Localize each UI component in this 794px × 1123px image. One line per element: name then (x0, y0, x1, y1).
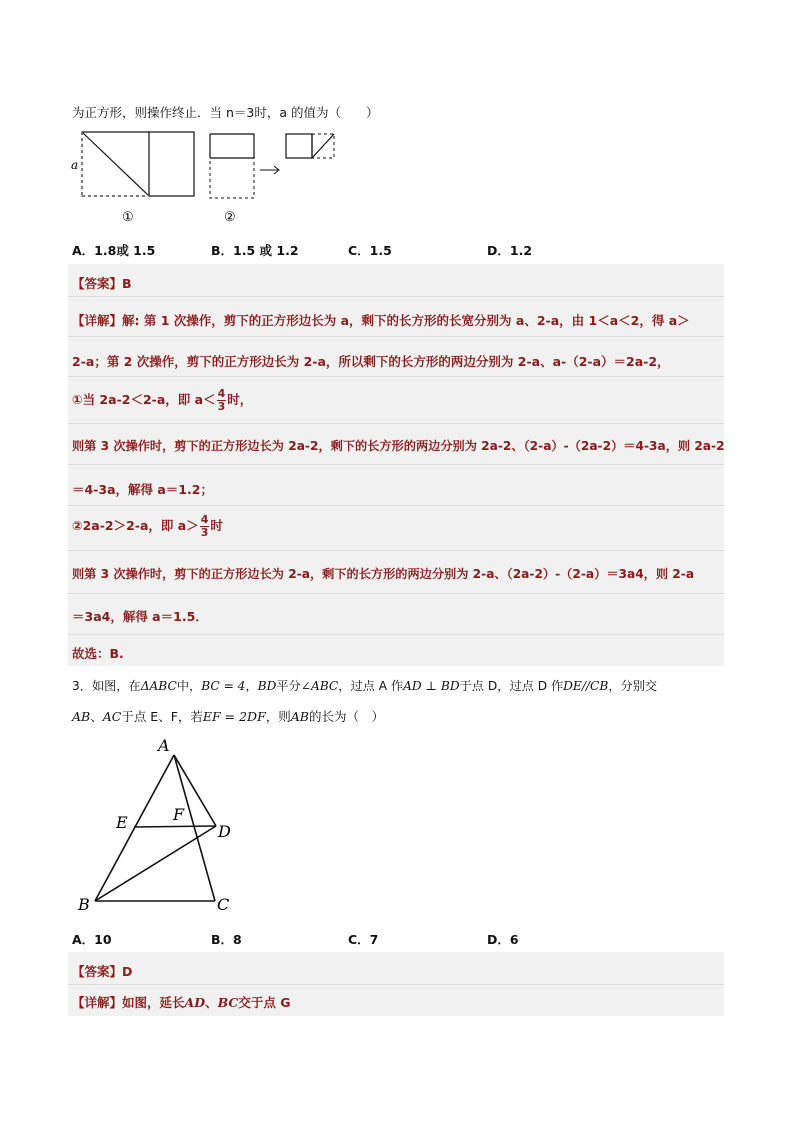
fig1-diagonal (82, 132, 149, 196)
q2-line3-pre: ①当 2a-2＜2-a，即 a＜ (72, 392, 216, 407)
q2-detail-line-5: ＝4-3a，解得 a＝1.2； (72, 482, 213, 497)
q3-option-c[interactable]: C．7 (348, 932, 379, 947)
q2-detail-line-6 (72, 514, 223, 539)
q3-t4: 平分 (276, 679, 301, 693)
q2-detail-text-1: 解: 第 1 次操作，剪下的正方形边长为 a，剩下的长方形的长宽分别为 a、2-a，由 1＜a＜2，得 a＞ (122, 313, 690, 328)
q2-answer-value: B (122, 276, 132, 291)
q3-answer-tag: 【答案】 (72, 964, 123, 979)
q2-fraction-1-den: 3 (217, 400, 226, 413)
q3-t10: ，则 (265, 709, 291, 724)
q2-answer (72, 274, 132, 292)
q3-m4: ∠ABC (300, 679, 339, 693)
q3-label-e: E (116, 813, 128, 832)
fig2-diagonal (312, 134, 334, 158)
q3-m5: AD ⊥ BD (403, 679, 460, 693)
q2-line3-post: 时， (227, 392, 253, 407)
q2-figure-2 (202, 128, 342, 228)
q3-m8: AC (102, 709, 122, 724)
q2-conclusion: 故选：B. (72, 646, 124, 661)
q3-t7: ，分别交 (608, 679, 658, 693)
q2-figure-1 (66, 128, 202, 228)
q3-m9: EF = 2DF (202, 709, 266, 724)
fig2-dashed-rect (210, 134, 254, 198)
q2-answer-tag: 【答案】 (72, 276, 123, 291)
q2-detail-line-1 (72, 311, 690, 329)
q3-label-f: F (173, 805, 185, 824)
q2-detail-line-7: 则第 3 次操作时，剪下的正方形边长为 2-a，剩下的长方形的两边分别为 2-a、（2a-2）-（2-a）＝3a4，则 2-a (72, 567, 695, 581)
q3-m6: DE//CB (563, 679, 609, 693)
q2-fraction-1 (217, 388, 227, 413)
q2-fraction-2-den: 3 (200, 526, 209, 539)
q3-m7: AB (72, 709, 91, 724)
q3-option-b[interactable]: B．8 (211, 932, 242, 947)
q3-answer (72, 962, 132, 980)
q3-figure (70, 734, 250, 918)
q3-option-a[interactable]: A．10 (72, 932, 112, 947)
q2-option-a[interactable]: A．1.8或 1.5 (72, 243, 156, 258)
q2-line6-pre: ②2a-2＞2-a，即 a＞ (72, 518, 199, 533)
q2-fraction-2-num: 4 (200, 513, 209, 526)
q2-option-d[interactable]: D．1.2 (487, 243, 533, 258)
q2-line6-post: 时 (210, 518, 223, 533)
q3-t11: 的长为（ ） (309, 709, 385, 724)
q3-t5: ，过点 A 作 (338, 679, 404, 693)
q2-option-b[interactable]: B．1.5 或 1.2 (211, 243, 299, 258)
q3-option-d[interactable]: D．6 (487, 932, 519, 947)
q2-detail-tag: 【详解】 (72, 313, 123, 328)
q3-answer-value: D (122, 964, 133, 979)
q3-m10: AB (290, 709, 309, 724)
q3-t8: 、 (90, 709, 103, 724)
q3-detail-m1: AD (184, 995, 206, 1010)
fig2-square (286, 134, 312, 158)
q3-t9: 于点 E、F，若 (121, 709, 203, 724)
q2-option-c[interactable]: C．1.5 (348, 243, 392, 258)
fig1-rectangle (82, 132, 194, 196)
q2-fraction-1-num: 4 (217, 387, 226, 400)
q2-detail-line-2: 2-a；第 2 次操作，剪下的正方形边长为 2-a，所以剩下的长方形的两边分别为 2-a、a-（2-a）＝2a-2， (72, 354, 670, 369)
q3-segment-ed (134, 826, 216, 827)
q2-intro: 为正方形，则操作终止．当 n＝3时，a 的值为（ ） (72, 105, 379, 120)
fig2-label: ② (224, 210, 236, 225)
q3-detail-tag: 【详解】 (72, 995, 123, 1010)
q3-detail (72, 993, 290, 1011)
q3-m3: BD (257, 679, 277, 693)
q3-t1: 3．如图，在 (72, 679, 141, 693)
fig1-a-label: a (71, 158, 79, 172)
q3-detail-t1: 如图，延长 (122, 995, 185, 1010)
fig1-label: ① (122, 210, 134, 225)
q3-stem-line-2 (72, 707, 384, 725)
q3-label-a: A (158, 736, 170, 755)
q3-m1: ΔABC (140, 679, 177, 693)
q3-t2: 中， (176, 679, 202, 693)
q3-label-d: D (218, 822, 231, 841)
q3-label-c: C (217, 895, 230, 914)
q3-label-b: B (78, 895, 90, 914)
q3-stem-line-1 (72, 677, 657, 694)
q2-detail-line-4: 则第 3 次操作时，剪下的正方形边长为 2a-2，剩下的长方形的两边分别为 2a-2、（2-a）-（2a-2）＝4-3a，则 2a-2 (72, 439, 725, 453)
q2-detail-line-8: ＝3a4，解得 a＝1.5． (72, 609, 208, 624)
q2-detail-line-3 (72, 388, 252, 413)
q3-detail-t3: 交于点 G (238, 995, 291, 1010)
q3-segment-ab (95, 755, 174, 901)
q3-t3: ， (245, 679, 258, 693)
q3-segment-bd (95, 826, 216, 901)
q3-segment-ac (174, 755, 215, 901)
q3-detail-m2: BC (217, 995, 239, 1010)
q3-m2: BC = 4 (201, 679, 246, 693)
q3-t6: 于点 D，过点 D 作 (459, 679, 564, 693)
q3-detail-t2: 、 (205, 995, 218, 1010)
q2-fraction-2 (200, 514, 210, 539)
